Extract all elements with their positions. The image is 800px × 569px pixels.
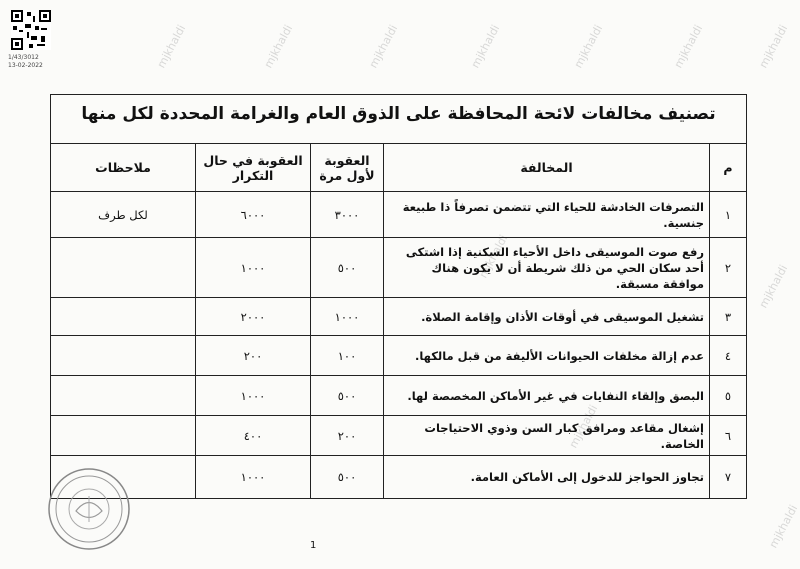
header-first-penalty: العقوبة لأول مرة bbox=[311, 144, 384, 192]
watermark: mjkhaldi bbox=[468, 22, 503, 71]
watermark: mjkhaldi bbox=[366, 22, 401, 71]
row-notes bbox=[51, 298, 196, 336]
table-row bbox=[51, 336, 747, 376]
row-repeat-penalty: ١٠٠٠ bbox=[196, 456, 311, 499]
table-header-row bbox=[51, 144, 747, 192]
row-violation: البصق وإلقاء النفايات في غير الأماكن المخصصة لها. bbox=[384, 376, 710, 416]
row-violation: التصرفات الخادشة للحياء التي تتضمن تصرفاً ذا طبيعة جنسية. bbox=[384, 192, 710, 238]
row-number: ٢ bbox=[710, 238, 747, 298]
row-first-penalty: ١٠٠ bbox=[311, 336, 384, 376]
row-repeat-penalty: ١٠٠٠ bbox=[196, 376, 311, 416]
row-number: ٥ bbox=[710, 376, 747, 416]
table-row bbox=[51, 416, 747, 456]
official-seal-icon bbox=[46, 466, 132, 552]
row-first-penalty: ٥٠٠ bbox=[311, 376, 384, 416]
row-first-penalty: ٢٠٠ bbox=[311, 416, 384, 456]
row-violation: إشغال مقاعد ومرافق كبار السن وذوي الاحتياجات الخاصة. bbox=[384, 416, 710, 456]
table-row bbox=[51, 456, 747, 499]
row-violation: تجاوز الحواجز للدخول إلى الأماكن العامة. bbox=[384, 456, 710, 499]
row-number: ٦ bbox=[710, 416, 747, 456]
row-number: ٤ bbox=[710, 336, 747, 376]
watermark: mjkhaldi bbox=[756, 262, 791, 311]
row-first-penalty: ٥٠٠ bbox=[311, 456, 384, 499]
row-notes bbox=[51, 336, 196, 376]
qr-code-icon bbox=[11, 10, 51, 50]
header-violation: المخالفة bbox=[384, 144, 710, 192]
document-meta bbox=[8, 54, 43, 70]
table-row bbox=[51, 376, 747, 416]
row-violation: تشغيل الموسيقى في أوقات الأذان وإقامة الصلاة. bbox=[384, 298, 710, 336]
row-number: ١ bbox=[710, 192, 747, 238]
row-first-penalty: ١٠٠٠ bbox=[311, 298, 384, 336]
watermark: mjkhaldi bbox=[671, 22, 706, 71]
row-notes bbox=[51, 238, 196, 298]
watermark: mjkhaldi bbox=[766, 502, 800, 551]
row-number: ٧ bbox=[710, 456, 747, 499]
watermark: mjkhaldi bbox=[154, 22, 189, 71]
table-row bbox=[51, 238, 747, 298]
row-violation: عدم إزالة مخلفات الحيوانات الأليفة من قبل مالكها. bbox=[384, 336, 710, 376]
row-first-penalty: ٥٠٠ bbox=[311, 238, 384, 298]
row-notes bbox=[51, 376, 196, 416]
document-title: تصنيف مخالفات لائحة المحافظة على الذوق العام والغرامة المحددة لكل منها bbox=[81, 104, 716, 124]
row-repeat-penalty: ٤٠٠ bbox=[196, 416, 311, 456]
watermark: mjkhaldi bbox=[476, 232, 511, 281]
row-repeat-penalty: ٢٠٠ bbox=[196, 336, 311, 376]
row-notes: لكل طرف bbox=[51, 192, 196, 238]
watermark: mjkhaldi bbox=[756, 22, 791, 71]
violations-table bbox=[50, 143, 747, 499]
watermark: mjkhaldi bbox=[261, 22, 296, 71]
header-repeat-penalty: العقوبة في حال التكرار bbox=[196, 144, 311, 192]
row-violation: رفع صوت الموسيقى داخل الأحياء السكنية إذا اشتكى أحد سكان الحي من ذلك شريطة أن لا يكون هناك موافقة مسبقة. bbox=[384, 238, 710, 298]
header-number: م bbox=[710, 144, 747, 192]
row-repeat-penalty: ٢٠٠٠ bbox=[196, 298, 311, 336]
page-number: 1 bbox=[310, 540, 317, 551]
document-date: 13-02-2022 bbox=[8, 62, 43, 69]
row-number: ٣ bbox=[710, 298, 747, 336]
watermark: mjkhaldi bbox=[566, 402, 601, 451]
row-first-penalty: ٣٠٠٠ bbox=[311, 192, 384, 238]
watermark: mjkhaldi bbox=[571, 22, 606, 71]
row-repeat-penalty: ١٠٠٠ bbox=[196, 238, 311, 298]
row-repeat-penalty: ٦٠٠٠ bbox=[196, 192, 311, 238]
row-notes bbox=[51, 416, 196, 456]
table-row bbox=[51, 192, 747, 238]
header-notes: ملاحظات bbox=[51, 144, 196, 192]
document-code: 1/43/3012 bbox=[8, 54, 39, 61]
table-row bbox=[51, 298, 747, 336]
